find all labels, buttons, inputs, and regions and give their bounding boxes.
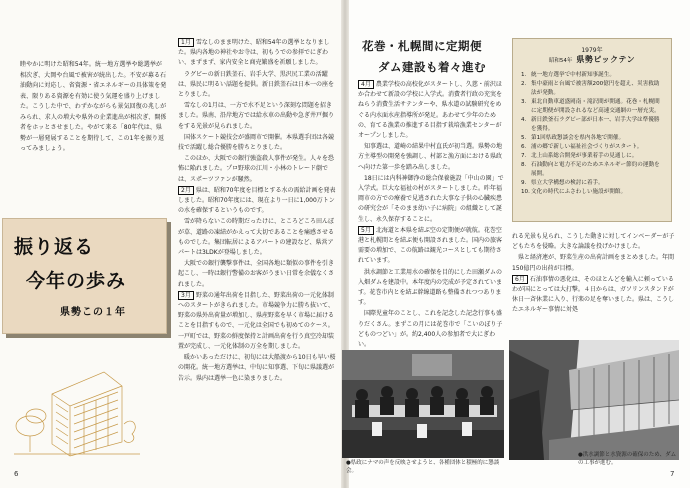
article-paragraph — [358, 174, 506, 225]
month-tag: 6月 — [512, 275, 528, 284]
article-paragraph — [178, 353, 336, 384]
article-paragraph — [178, 70, 336, 101]
article-paragraph — [358, 142, 506, 173]
article-paragraph — [358, 80, 506, 141]
dam-photo-caption: ●洪水調節と水資源の確保のため、ダムの工事が進む。 — [578, 452, 677, 466]
right-column-b — [512, 232, 677, 317]
article-paragraph — [512, 275, 677, 316]
list-item: 8. 石油動向と電力不足のためエネルギー節約の運動を展開。 — [521, 162, 660, 177]
paragraph-text: 洪水調節と工業用水の確保を目的にした田瀬ダムの入畑ダムを建設中。本年度内の完成が予定されています。花巻市内とを結ぶ幹線道路も整備されつつあります。 — [358, 268, 503, 307]
top-ten-topics-box — [512, 38, 672, 222]
paragraph-text: 18日には内科神御浄の総合保養施設「中山の園」で入学式。巨大な福祉の村がスタートしました。昨年福岡市の方での療養で見逃された大事な子供の心臓疾患の研究会が「そのまま幼い子に病院」の組織として誕生し、永久保存することに。 — [358, 174, 504, 223]
month-tag: 1月 — [178, 38, 194, 47]
paragraph-text: 国体スケート競技会が盛岡市で開催。本県選手団は各競技で活躍し総合優勝を勝ちとりました。 — [178, 133, 335, 152]
list-item: 7. 北上山系総合開発が事業着手の見通しに。 — [521, 153, 638, 159]
paragraph-text: 農業学校の高校化がスタートし、久慈・前沢ほか合わせて新設の学校に入学式。消費者行政の充実をねらう消費生活サテンターや、県水道の試験研究をめぐる内水面水産指導所が発足。あわせて少年のための、育てる漁業の推進する目指す栽培漁業センターがオープンしました。 — [358, 81, 503, 140]
paragraph-text: 北海道と本県を結ぶ空の定期便が就航。花巻空港と札幌間とを結ぶ便も開設されました。国内の旅客需要の増加で、この航路は観光コースとしても期待されています。 — [358, 226, 503, 265]
paragraph-text: 雪が降らないこの時期だったけに、ところどころ田んぼが草、道路の凍結がかえって大切であることを痛感させるものでした。集団転居によるアパートの建設など、県営アパートは3LDKが登場しました。 — [178, 218, 335, 257]
article-paragraph — [178, 217, 336, 258]
article-paragraph — [178, 259, 336, 290]
paragraph-text: 雪なしの1月は、一方で水不足という深刻な問題を招きました。県南、沿岸地方では給水車の出動や急ぎ井戸掘りをする光景が見られました。 — [178, 102, 335, 130]
page-number-right: 7 — [670, 470, 675, 478]
topics-era: 昭和54年 — [548, 57, 573, 64]
list-item: 3. 東北自動車道盛岡南・滝沢間が開通。花巻・札幌間に定期便が開設されるなど高速交通網の一層充実。 — [521, 99, 660, 114]
paragraph-text: ラグビーの新日鉄釜石、岩手大学、黒沢尻工業の活躍は、県民に明るい話題を提供。新日鉄釜石は日本一の座をとりました。 — [178, 70, 335, 99]
topics-header — [521, 54, 663, 65]
month-tag: 3月 — [178, 291, 194, 300]
dam-photo — [509, 340, 679, 460]
paragraph-text: 国際児童年のことし、これを記念した記念行事も盛りだくさん。まずこの月には花巻市で「こいのぼり子どものつどい」が。約2,400人の参加者で大にぎわい。 — [358, 310, 503, 349]
right-column-a — [358, 80, 506, 351]
month-tag: 2月 — [178, 186, 194, 195]
meeting-photo-graphic — [342, 350, 504, 458]
list-item: 10. 文化の時代にふさわしい施設が開館。 — [521, 189, 627, 195]
paragraph-text: このほか、大阪での銀行強盗殺人事件が発生。人々を恐怖に陥れました。プロ野球の江川・小林のトレード劇では、スポーツファンが騒然。 — [178, 155, 335, 183]
paragraph-text: 石油事情の悪化は、そのほとんどを輸入に頼っているわが国にとっては大打撃。４日からは、ガソリンスタンドが休日一斉休業に入り、行楽の足を奪いました。県は、こうしたエネルギー事情に対処 — [512, 275, 675, 314]
topics-list — [521, 71, 663, 197]
page-number-left: 6 — [14, 470, 19, 478]
paragraph-text: れる光景も見られ、こうした動きに対してインベーダーが子どもたちを侵略。大きな論議を投げかけました。 — [512, 233, 675, 251]
dam-photo-graphic — [509, 340, 679, 460]
article-paragraph — [178, 38, 336, 69]
paragraph-text: 暖かいあっただけに、初旬には大船渡から10日も早い桜の開花。統一地方選挙は、中旬に知事選、下旬に県議選が告示。県内は選挙一色に染まりました。 — [178, 354, 336, 382]
paragraph-text: 県と経済連が、野菜生産の出荷計画をまとめました。年間150億円の出荷が目標。 — [512, 254, 675, 272]
feature-title-line2: 今年の歩み — [26, 270, 127, 292]
list-item: 5. 第1回県政懇談会を県内各地で開催。 — [521, 135, 625, 141]
intro-paragraph: 睦やかに明けた昭和54年。統一地方選挙や総選挙が相次ぎ、大岡や台風で被害が続出した。不安が募る石油動向に対応し、省資源・省エネルギーの具体策を発表、限りある資源を有効に使う気運を盛り上げました。こうした中で、わずかながらも景気回復の兆しがみられ、求人の増大や県外の企業進出が相次ぎ、開係者をホッとさせました。やがて来る「80年代は、県勢が一層発展することを期待して、この1年を振り返ってみましょう。 — [20, 61, 167, 152]
article-paragraph — [178, 101, 336, 132]
building-illustration — [12, 364, 142, 459]
topics-year: 1979年 — [581, 47, 603, 54]
article-paragraph — [178, 291, 336, 352]
paragraph-text: 野菜の通年出荷を目指した、野菜出荷の一元化体制へのスタートがきられました。市場競争力に勝ち抜いて、野菜の県外出荷量が増加し、県産野菜を早く市場に届けることを目指すもので、一元化は全国でも初めてのケース。一戸町では、野菜の鮮度保持と計画出荷を行う真空冷却装置が完成し、一元化体制の万全を期しました。 — [178, 291, 335, 350]
article-paragraph — [358, 226, 506, 267]
left-column-text — [178, 38, 336, 385]
article-paragraph — [178, 154, 336, 185]
paragraph-text: 大阪での銀行襲撃事件は、全国各地に類似の事件を引き起こし、一時は銀行警備のお客がうまい日常を余儀なくされました。 — [178, 260, 335, 288]
headline-line2: ダム建設も着々進む — [378, 60, 486, 74]
list-item: 9. 県立大学構想の検討に着手。 — [521, 180, 604, 186]
article-paragraph — [358, 268, 506, 309]
feature-subtitle: 県勢この１年 — [60, 307, 126, 318]
article-paragraph — [178, 186, 336, 217]
list-item: 4. 新日鉄釜石ラグビー部が日本一、岩手大学は準優勝を獲得。 — [521, 117, 660, 132]
paragraph-text: 知事選は、道崎の結果中村直氏が初当選。県勢の地方主導型の開発を強調し、村部と漁方面における県政へ向けた第一歩を踏み出しました。 — [358, 143, 503, 171]
paragraph-text: 雪なしのまま明けた、昭和54年の選挙となりました。県内各地の神社やお寺は、初もうでの参拝でにぎわい、まずまず、家内安全と商売繁盛を祈願しました。 — [178, 39, 330, 67]
meeting-photo — [342, 350, 504, 458]
intro-text-block — [20, 60, 168, 155]
list-item: 6. 浦の郷で新しい福祉社会づくりがスタート。 — [521, 144, 643, 150]
month-tag: 4月 — [358, 80, 374, 89]
feature-title-line1: 振り返る — [14, 236, 95, 258]
topics-title: 県勢ピックテン — [576, 55, 636, 64]
paragraph-text: 県は、昭和70年度を目標とする水の需給計画を発表しました。昭和70年度には、現在より一日に1,000万トンの水を確保するというものです。 — [178, 186, 336, 215]
article-paragraph — [512, 232, 677, 252]
article-paragraph — [358, 309, 506, 350]
article-paragraph — [512, 253, 677, 273]
meeting-photo-caption: ●県政にナマの声を反映させようと、各種団体と積極的に懇談会。 — [346, 460, 500, 474]
article-paragraph — [178, 133, 336, 153]
list-item: 1. 統一地方選挙で中村新知事誕生。 — [521, 72, 615, 78]
month-tag: 5月 — [358, 226, 374, 235]
list-item: 2. 集中豪雨と台風で被害額200億円を超え、災害救助法が発動。 — [521, 81, 660, 96]
headline-line1: 花巻・札幌間に定期便 — [362, 39, 482, 53]
